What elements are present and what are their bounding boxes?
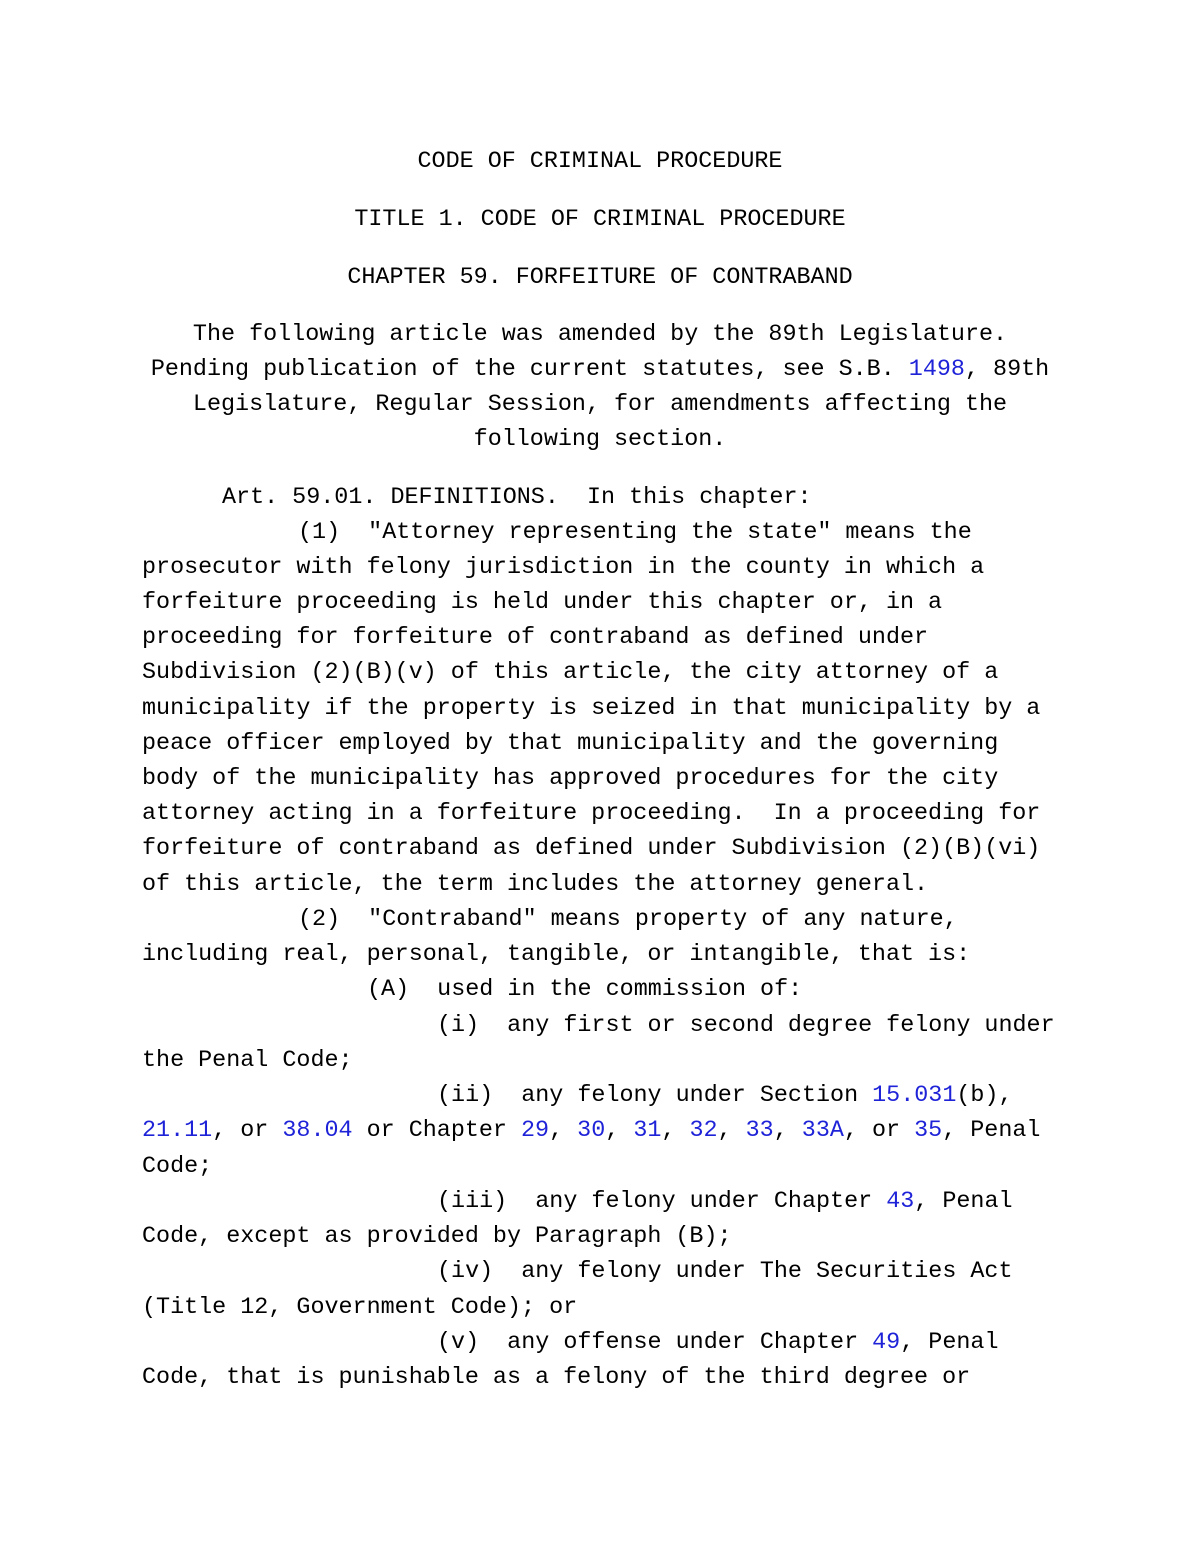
- body-text: (v) any offense under Chapter: [437, 1330, 873, 1356]
- subparagraph-iv: (iv) any felony under The Securities Act: [437, 1259, 1013, 1285]
- separator: ,: [773, 1118, 802, 1144]
- notice-line-1: The following article was amended by the 89th Legislature.: [192, 322, 1008, 348]
- body-line: Subdivision (2)(B)(v) of this article, the city attorney of a: [142, 660, 999, 686]
- chapter-43-link[interactable]: 43: [886, 1189, 915, 1215]
- body-line: peace officer employed by that municipality and the governing: [142, 731, 999, 757]
- body-line: including real, personal, tangible, or intangible, that is:: [142, 942, 971, 968]
- body-line: (Title 12, Government Code); or: [142, 1295, 578, 1321]
- chapter-35-link[interactable]: 35: [914, 1118, 943, 1144]
- notice-text: , 89th: [964, 357, 1050, 383]
- body-line: Code, that is punishable as a felony of the third degree or: [142, 1365, 971, 1391]
- body-line: municipality if the property is seized in that municipality by a: [142, 696, 1041, 722]
- separator: ,: [661, 1118, 690, 1144]
- separator: ,: [549, 1118, 578, 1144]
- body-line: attorney acting in a forfeiture proceeding. In a proceeding for: [142, 801, 1041, 827]
- sb-1498-link[interactable]: 1498: [908, 357, 965, 383]
- notice-line-4: following section.: [473, 427, 727, 453]
- body-line: body of the municipality has approved procedures for the city: [142, 766, 999, 792]
- body-line: Code, except as provided by Paragraph (B);: [142, 1224, 732, 1250]
- notice-line-3: Legislature, Regular Session, for amendments affecting the: [192, 392, 1008, 418]
- body-text: , or: [843, 1118, 915, 1144]
- body-text: or Chapter: [352, 1118, 522, 1144]
- notice-line-2: [0, 353, 1200, 388]
- subdivision-1: (1) "Attorney representing the state" means the: [298, 520, 972, 546]
- chapter-30-link[interactable]: 30: [577, 1118, 606, 1144]
- separator: ,: [605, 1118, 634, 1144]
- body-text: (b),: [956, 1083, 1013, 1109]
- body-line: forfeiture proceeding is held under this chapter or, in a: [142, 590, 943, 616]
- body-text: , Penal: [900, 1330, 999, 1356]
- body-line: the Penal Code;: [142, 1048, 353, 1074]
- body-text: , Penal: [914, 1189, 1013, 1215]
- code-title: CODE OF CRIMINAL PROCEDURE: [417, 149, 783, 175]
- notice-text: Pending publication of the current statutes, see S.B.: [150, 357, 909, 383]
- body-text: (ii) any felony under Section: [437, 1083, 873, 1109]
- separator: ,: [717, 1118, 746, 1144]
- section-15-031-link[interactable]: 15.031: [872, 1083, 957, 1109]
- chapter-33a-link[interactable]: 33A: [801, 1118, 844, 1144]
- title-heading: TITLE 1. CODE OF CRIMINAL PROCEDURE: [354, 207, 846, 233]
- chapter-33-link[interactable]: 33: [745, 1118, 774, 1144]
- body-line: of this article, the term includes the attorney general.: [142, 872, 929, 898]
- body-text: , Penal: [942, 1118, 1041, 1144]
- subparagraph-iii: [437, 1185, 1013, 1220]
- paragraph-a: (A) used in the commission of:: [367, 977, 803, 1003]
- chapter-32-link[interactable]: 32: [689, 1118, 718, 1144]
- subparagraph-v: [437, 1326, 998, 1361]
- section-38-04-link[interactable]: 38.04: [282, 1118, 353, 1144]
- body-line: proceeding for forfeiture of contraband as defined under: [142, 625, 929, 651]
- body-line: prosecutor with felony jurisdiction in the county in which a: [142, 555, 985, 581]
- subdivision-2: (2) "Contraband" means property of any nature,: [298, 907, 958, 933]
- chapter-29-link[interactable]: 29: [521, 1118, 550, 1144]
- body-text: , or: [212, 1118, 283, 1144]
- section-21-11-link[interactable]: 21.11: [142, 1118, 213, 1144]
- article-heading: Art. 59.01. DEFINITIONS. In this chapter:: [222, 485, 812, 511]
- subparagraph-ii: [437, 1079, 1013, 1114]
- body-line: Code;: [142, 1154, 213, 1180]
- subparagraph-i: (i) any first or second degree felony under: [437, 1013, 1055, 1039]
- chapter-31-link[interactable]: 31: [633, 1118, 662, 1144]
- body-line: [142, 1114, 1040, 1149]
- chapter-49-link[interactable]: 49: [872, 1330, 901, 1356]
- chapter-heading: CHAPTER 59. FORFEITURE OF CONTRABAND: [347, 265, 853, 291]
- body-line: forfeiture of contraband as defined under Subdivision (2)(B)(vi): [142, 836, 1041, 862]
- body-text: (iii) any felony under Chapter: [437, 1189, 887, 1215]
